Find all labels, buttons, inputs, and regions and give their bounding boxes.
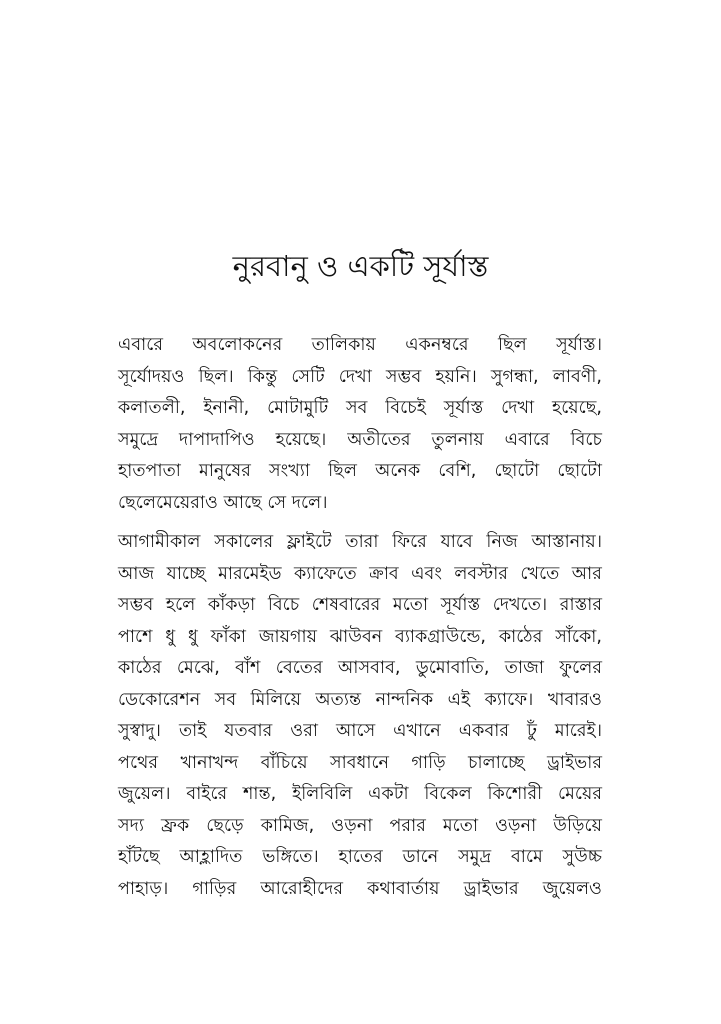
text-line: ডেকোরেশন সব মিলিয়ে অত্যন্ত নান্দনিক এই ক্যাফে। খাবারও bbox=[118, 689, 602, 710]
chapter-body bbox=[118, 330, 602, 905]
text-line: পাহাড়। গাড়ির আরোহীদের কথাবার্তায় ড্রাইভার জুয়েলও bbox=[118, 878, 602, 899]
text-line: ছেলেমেয়েরাও আছে সে দলে। bbox=[118, 492, 328, 513]
text-line: কাঠের মেঝে, বাঁশ বেতের আসবাব, ডুমোবাতি, তাজা ফুলের bbox=[118, 658, 602, 678]
text-line: সম্ভব হলে কাঁকড়া বিচে শেষবারের মতো সূর্যাস্ত দেখতে। রাস্তার bbox=[118, 595, 602, 615]
text-line: সমুদ্রে দাপাদাপিও হয়েছে। অতীতের তুলনায় এবারে বিচে bbox=[118, 429, 602, 450]
text-line: হাঁটছে আহ্লাদিত ভঙ্গিতে। হাতের ডানে সমুদ্র বামে সুউচ্চ bbox=[118, 847, 602, 867]
paragraph-2 bbox=[118, 527, 602, 905]
text-line: সদ্য ফ্রক ছেড়ে কামিজ, ওড়না পরার মতো ওড়না উড়িয়ে bbox=[118, 815, 602, 836]
text-line: জুয়েল। বাইরে শান্ত, ইলিবিলি একটা বিকেল কিশোরী মেয়ের bbox=[118, 784, 602, 804]
text-line: এবারে অবলোকনের তালিকায় একনম্বরে ছিল সূর্যাস্ত। bbox=[118, 335, 602, 355]
text-line: কলাতলী, ইনানী, মোটামুটি সব বিচেই সূর্যাস্ত দেখা হয়েছে, bbox=[118, 398, 602, 418]
text-line: আজ যাচ্ছে মারমেইড ক্যাফেতে ক্রাব এবং লবস্টার খেতে আর bbox=[118, 563, 602, 584]
chapter-title: নুরবানু ও একটি সূর্যাস্ত bbox=[232, 249, 489, 283]
text-line: সূর্যোদয়ও ছিল। কিন্তু সেটি দেখা সম্ভব হয়নি। সুগন্ধা, লাবণী, bbox=[118, 366, 602, 387]
text-line: পাশে ধু ধু ফাঁকা জায়গায় ঝাউবন ব্যাকগ্রাউন্ডে, কাঠের সাঁকো, bbox=[118, 626, 602, 647]
text-line: সুস্বাদু। তাই যতবার ওরা আসে এখানে একবার ঢুঁ মারেই। bbox=[118, 721, 602, 741]
text-line: হাতপাতা মানুষের সংখ্যা ছিল অনেক বেশি, ছোটো ছোটো bbox=[118, 461, 602, 481]
text-line: পথের খানাখন্দ বাঁচিয়ে সাবধানে গাড়ি চালাচ্ছে ড্রাইভার bbox=[118, 752, 602, 773]
paragraph-1 bbox=[118, 330, 602, 519]
text-line: আগামীকাল সকালের ফ্লাইটে তারা ফিরে যাবে নিজ আস্তানায়। bbox=[118, 532, 602, 552]
